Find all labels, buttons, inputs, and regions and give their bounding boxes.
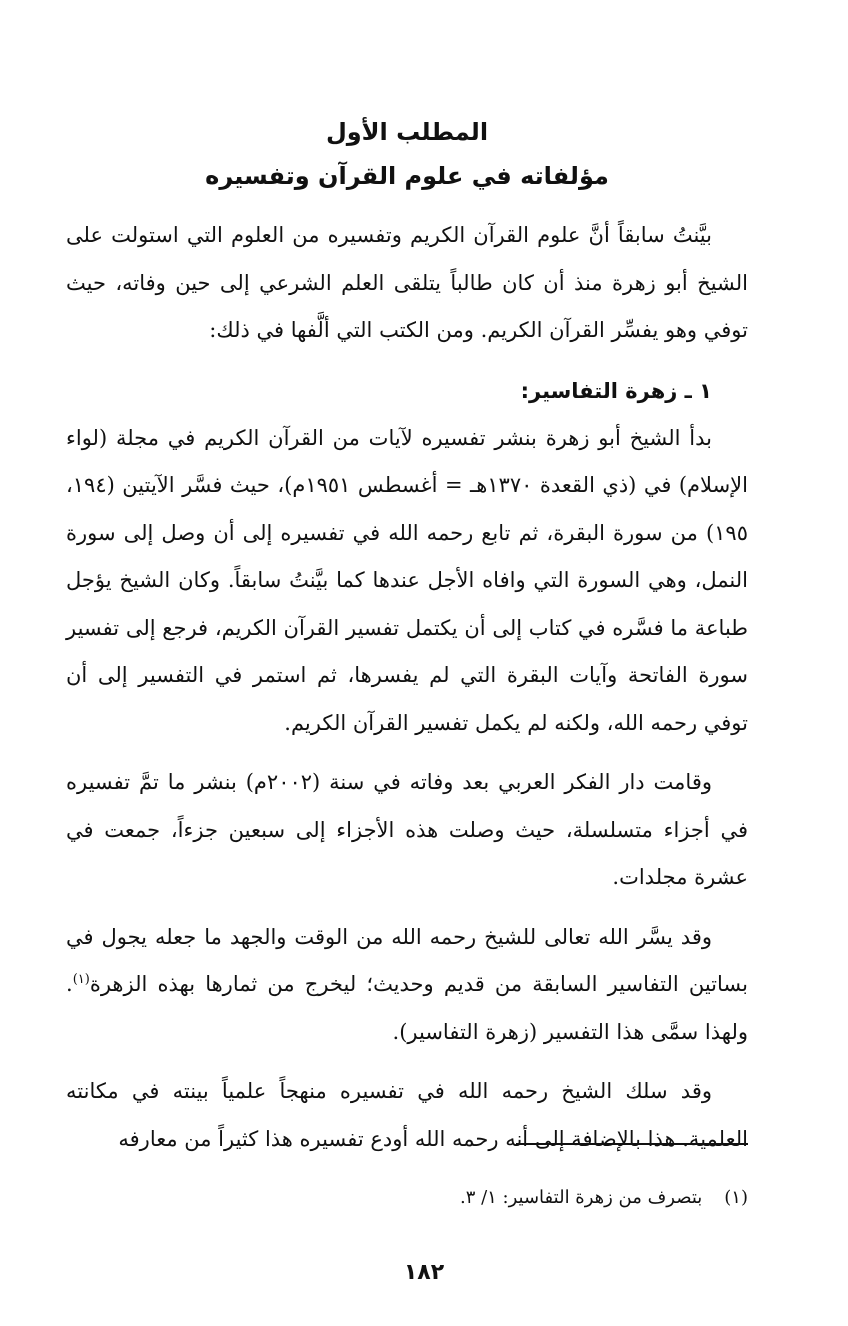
body-paragraph-1: بدأ الشيخ أبو زهرة بنشر تفسيره لآيات من القرآن الكريم في مجلة (لواء الإسلام) في (ذي القعدة ١٣٧٠هـ = أغسطس ١٩٥١م)، حيث فسَّر الآيتين (١٩٤، ١٩٥) من سورة البقرة، ثم تابع رحمه الله في تفسيره إلى أن وصل إلى سورة النمل، وهي السورة التي وافاه الأجل عندها كما بيَّنتُ سابقاً. وكان الشيخ يؤجل طباعة ما فسَّره في كتاب إلى أن يكتمل تفسير القرآن الكريم، فرجع إلى تفسير سورة الفاتحة وآيات البقرة التي لم يفسرها، ثم استمر في التفسير إلى أن توفي رحمه الله، ولكنه لم يكمل تفسير القرآن الكريم. (66, 425, 748, 735)
footnote-reference[interactable]: (١) (72, 972, 90, 987)
footnote-mark: (١) (724, 1187, 748, 1208)
body-paragraph-3-text: وقد يسَّر الله تعالى للشيخ رحمه الله من الوقت والجهد ما جعله يجول في بساتين التفاسير السابقة من قديم وحديث؛ ليخرج من ثمارها بهذه الزهرة (66, 924, 748, 996)
body-paragraph-3 (66, 914, 748, 1057)
body-paragraph-2: وقامت دار الفكر العربي بعد وفاته في سنة (٢٠٠٢م) بنشر ما تمَّ تفسيره في أجزاء متسلسلة، حيث وصلت هذه الأجزاء إلى سبعين جزءاً، جمعت في عشرة مجلدات. (66, 770, 748, 889)
section-subtitle: مؤلفاته في علوم القرآن وتفسيره (205, 162, 609, 190)
section-title: المطلب الأول (325, 118, 489, 146)
body-paragraph-3-tail: . ولهذا سمَّى هذا التفسير (زهرة التفاسير). (66, 972, 748, 1044)
footnote-divider (516, 1143, 748, 1145)
page-number: ١٨٢ (403, 1260, 445, 1285)
footnote-text: بتصرف من زهرة التفاسير: ١/ ٣. (459, 1187, 703, 1208)
body-paragraph-4: وقد سلك الشيخ رحمه الله في تفسيره منهجاً علمياً بينته في مكانته العلمية. هذا بالإضافة إلى أنه رحمه الله أودع تفسيره هذا كثيراً من معارفه (66, 1079, 748, 1151)
footnote (66, 1183, 748, 1213)
item-heading: ١ ـ زهرة التفاسير: (520, 378, 712, 403)
intro-paragraph: بيَّنتُ سابقاً أنَّ علوم القرآن الكريم وتفسيره من العلوم التي استولت على الشيخ أبو زهرة منذ أن كان طالباً يتلقى العلم الشرعي إلى حين وفاته، حيث توفي وهو يفسِّر القرآن الكريم. ومن الكتب التي ألَّفها في ذلك: (66, 223, 748, 342)
